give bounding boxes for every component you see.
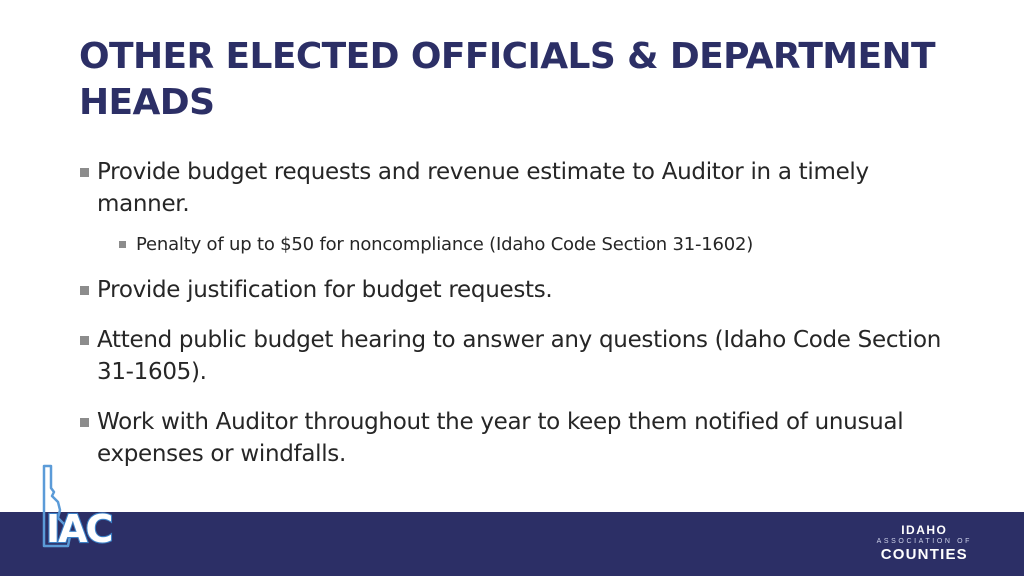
bullet-text: Provide justification for budget requests.	[97, 277, 553, 303]
bullet-square-icon	[80, 336, 89, 345]
bullet-item	[79, 324, 959, 388]
logo-text: IAC	[46, 507, 112, 551]
brand-line-association-of: ASSOCIATION OF	[876, 538, 972, 545]
bullet-text: Work with Auditor throughout the year to keep them notified of unusual expenses or windfalls.	[97, 409, 904, 467]
bullet-text: Attend public budget hearing to answer any questions (Idaho Code Section 31-1605).	[97, 327, 942, 385]
bullet-list	[79, 156, 959, 488]
bullet-item	[79, 406, 959, 470]
brand-line-counties: COUNTIES	[880, 546, 968, 563]
bullet-item	[79, 274, 959, 306]
footer-bar	[0, 512, 1024, 576]
bullet-square-icon	[80, 168, 89, 177]
brand-line-idaho: IDAHO	[901, 523, 948, 537]
sub-bullet-text: Penalty of up to $50 for noncompliance (Idaho Code Section 31-1602)	[136, 234, 754, 255]
sub-bullet-item	[118, 232, 959, 258]
iac-logo	[38, 462, 134, 554]
slide-title: OTHER ELECTED OFFICIALS & DEPARTMENT HEADS	[79, 36, 936, 123]
bullet-square-icon	[119, 241, 126, 248]
bullet-item	[79, 156, 959, 220]
bullet-text: Provide budget requests and revenue estimate to Auditor in a timely manner.	[97, 159, 869, 217]
idaho-association-of-counties-wordmark	[877, 523, 972, 563]
bullet-square-icon	[80, 286, 89, 295]
bullet-square-icon	[80, 418, 89, 427]
